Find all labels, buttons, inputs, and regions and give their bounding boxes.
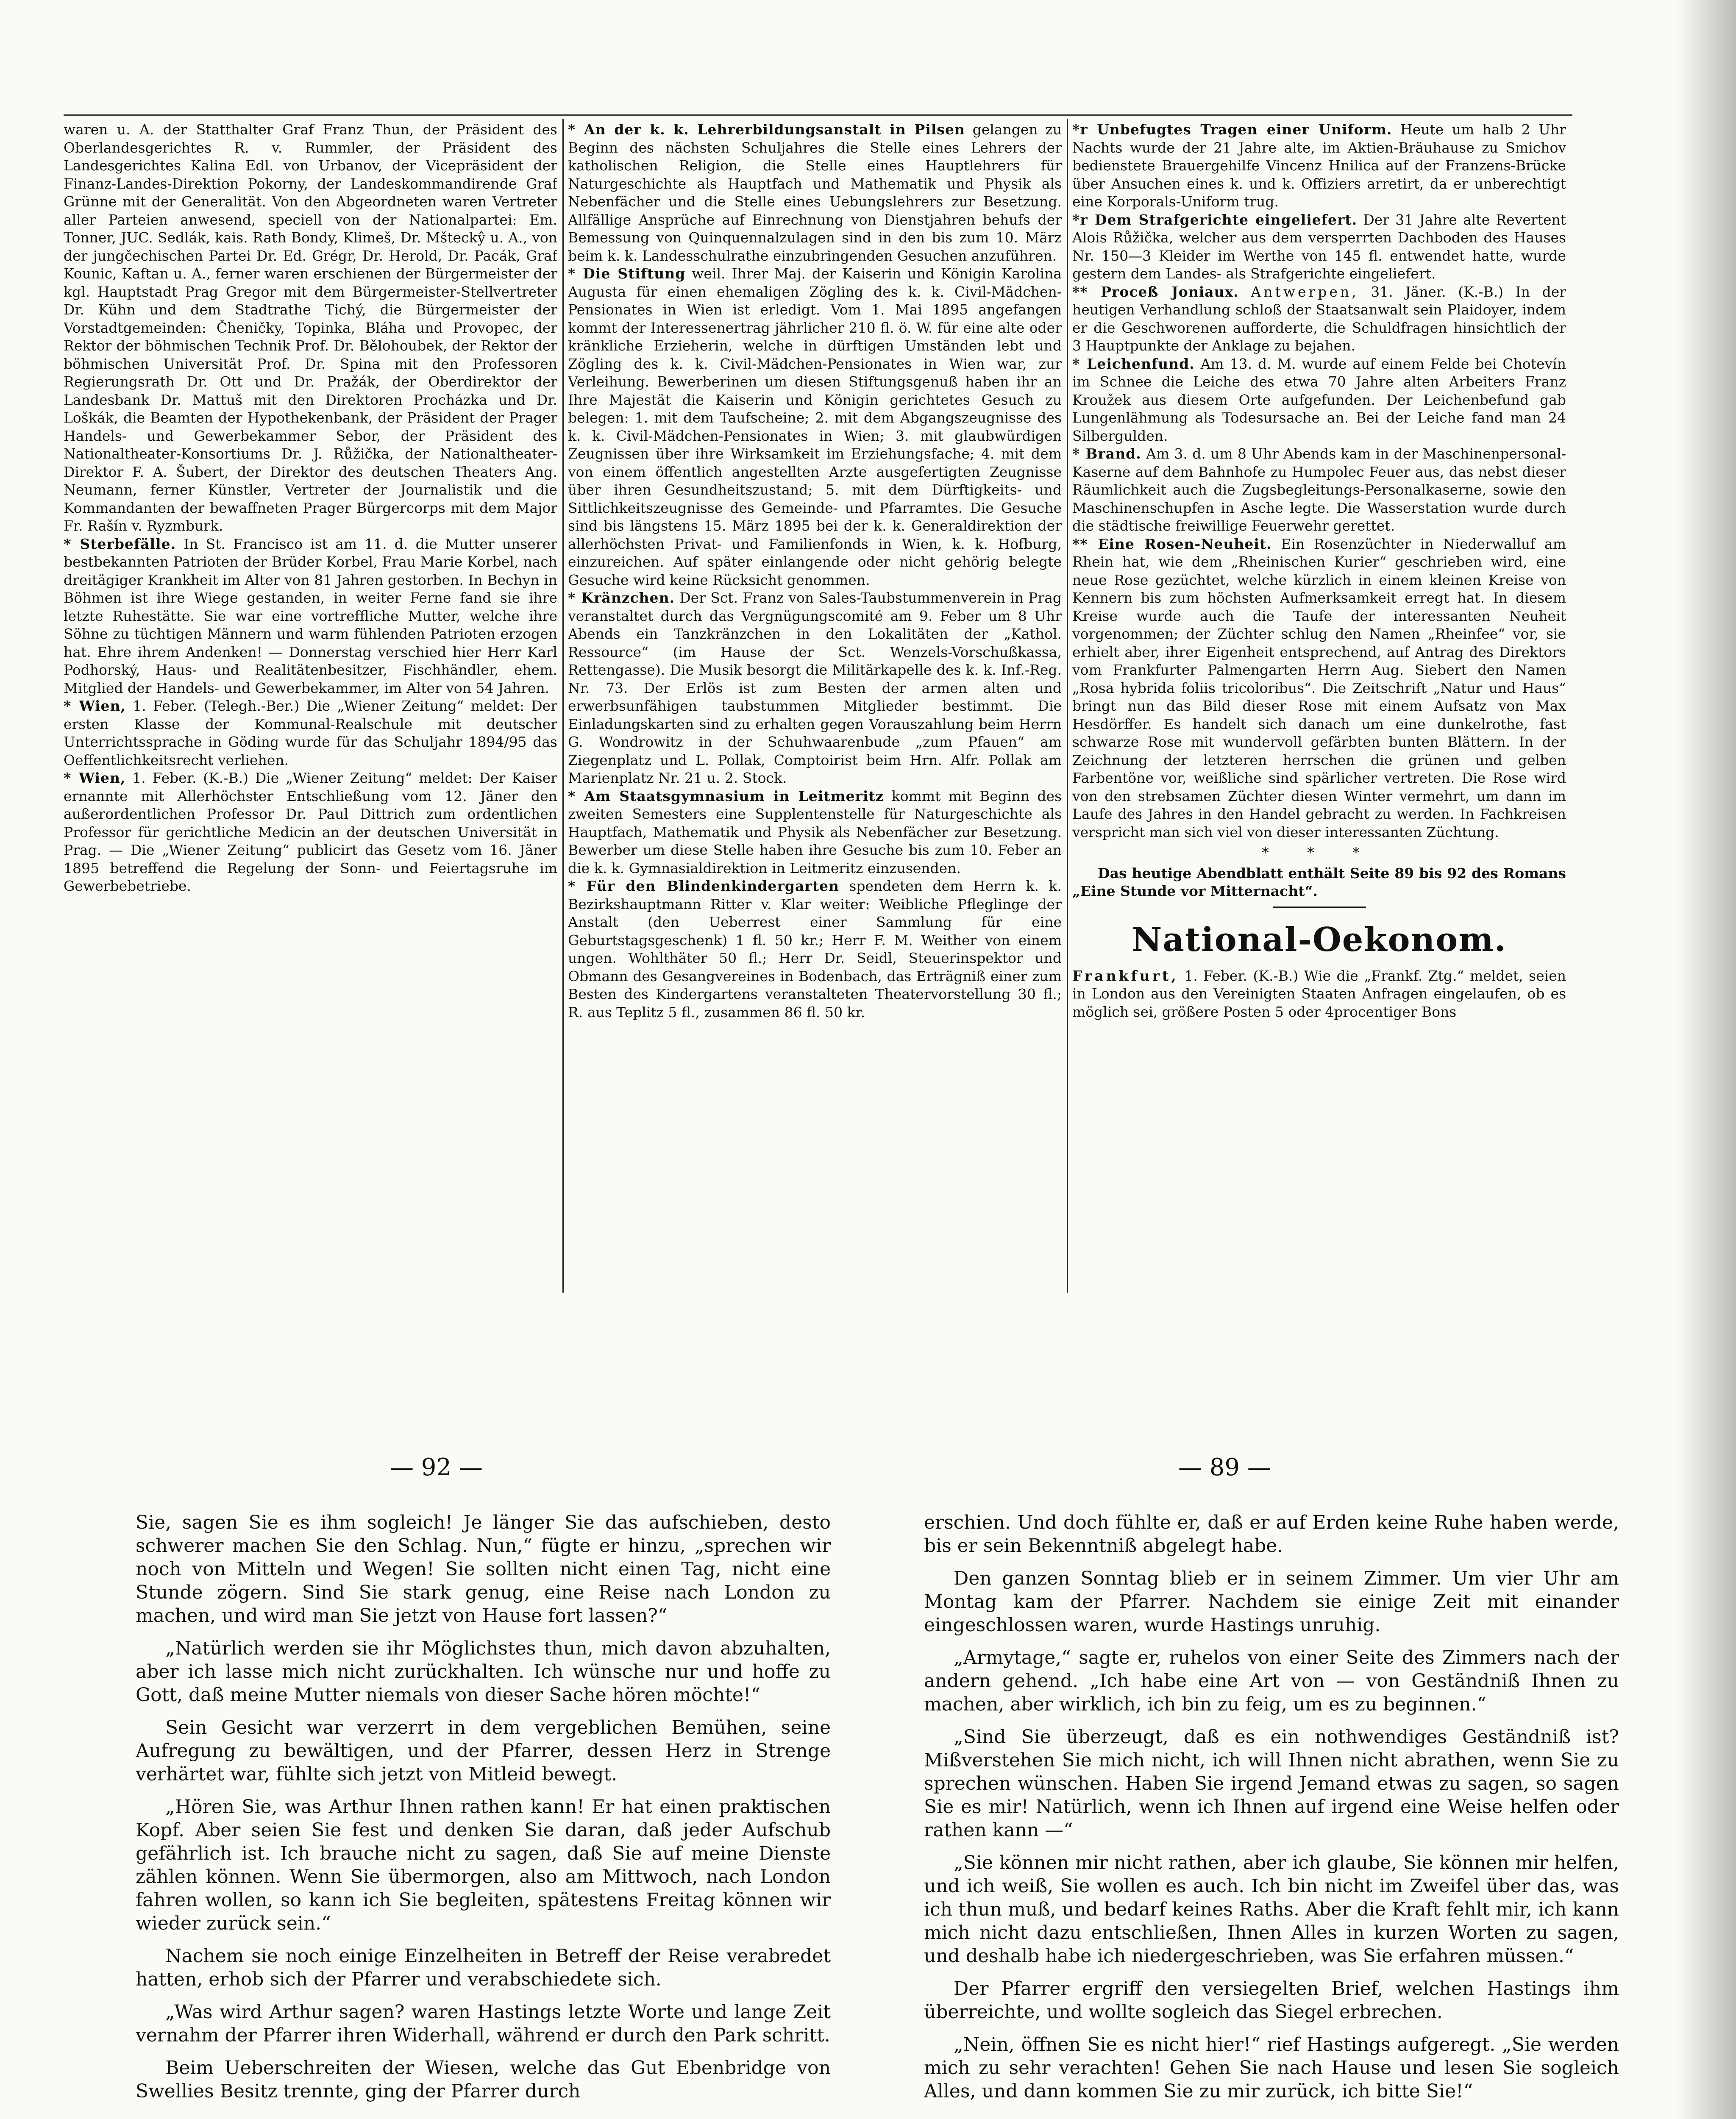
heading-kraenzchen: * Kränzchen. (568, 590, 675, 606)
text-gymnasium: kommt mit Beginn des zweiten Semesters eine Supplentenstelle für Naturgeschichte als Hauptfach, Mathematik und Physik als Nebenfächer zur Besetzung. Bewerber um diese Stelle haben ihre Gesuche bis zum 10. Feber an die k. k. Gymnasialdirektion in Leitmeritz einzusenden. (568, 787, 1062, 876)
article-leichenfund (1072, 355, 1566, 445)
section-divider (1273, 907, 1366, 908)
heading-process: ** Proceß Joniaux. (1072, 283, 1239, 300)
article-stiftung (568, 265, 1062, 589)
text-wien-1: 1. Feber. (Telegh.-Ber.) Die „Wiener Zeitung“ meldet: Der ersten Klasse der Kommunal-Realschule mit deutscher Unterrichtssprache in Göding wurde für das Schuljahr 1894/95 das Oeffentlichkeitsrecht verliehen. (64, 698, 557, 768)
article-sterbefaelle (64, 535, 557, 698)
text-lehrerbildung: gelangen zu Beginn des nächsten Schuljahres die Stelle eines Lehrers der katholischen Religion, die Stelle eines Hauptlehrers für Naturgeschichte als Hauptfach und Mathematik und Physik als Nebenfächer und die Stelle eines Uebungslehrers zur Besetzung. Allfällige Ansprüche auf Einrechnung von Dienstjahren behufs der Bemessung von Quinquennalzulagen sind in den bis zum 10. März beim k. k. Landesschulrathe einzubringenden Gesuchen anzuführen. (568, 121, 1062, 264)
article-blindenkindergarten (568, 877, 1062, 1021)
heading-frankfurt: Frankfurt, (1072, 967, 1179, 984)
abendblatt-notice: Das heutige Abendblatt enthält Seite 89 bis 92 des Romans „Eine Stunde vor Mitternacht“. (1072, 865, 1566, 899)
heading-rosen-neuheit: ** Eine Rosen-Neuheit. (1072, 535, 1272, 552)
novel-page-right (924, 1511, 1619, 2119)
article-wien-1 (64, 697, 557, 769)
novel-left-paragraph: Sein Gesicht war verzerrt in dem vergeblichen Bemühen, seine Aufregung zu bewältigen, und der Pfarrer, dessen Herz in Strenge verhärtet war, fühlte sich jetzt von Mitleid bewegt. (136, 1717, 831, 1785)
article-uniform (1072, 121, 1566, 211)
dateline-antwerpen: Antwerpen, (1251, 283, 1359, 300)
text-blindenkindergarten: spendeten dem Herrn k. k. Bezirkshauptmann Ritter v. Klar weiter: Weibliche Pfleglinge der Anstalt (den Ueberrest einer Sammlung für eine Geburtstagsgeschenk) 1 fl. 50 kr.; Herr F. M. Weither von einem ungen. Wohlthäter 50 fl.; Herr Dr. Seidl, Steuerinspektor und Obmann des Gesangvereines in Bodenbach, das Erträgniß einer zum Besten des Kindergartens veranstalteten Theatervorstellung 30 fl.; R. aus Teplitz 5 fl., zusammen 86 fl. 50 kr. (568, 878, 1062, 1021)
text-process: 31. Jäner. (K.-B.) In der heutigen Verhandlung schloß der Staatsanwalt sein Plaidoyer, indem er die Geschworenen aufforderte, die Schuldfragen hinsichtlich der 3 Hauptpunkte der Anklage zu bejahen. (1072, 283, 1566, 354)
novel-left-paragraph: „Was wird Arthur sagen? waren Hastings letzte Worte und lange Zeit vernahm der Pfarrer ihren Widerhall, während er durch den Park schritt. (136, 2001, 831, 2046)
heading-lehrerbildung: * An der k. k. Lehrerbildungsanstalt in Pilsen (568, 121, 965, 138)
page-number-right: — 89 — (1178, 1454, 1271, 1481)
text-rosen-neuheit: Ein Rosenzüchter in Niederwalluf am Rhein hat, wie dem „Rheinischen Kurier“ geschrieben wird, eine neue Rose gezüchtet, welche kürzlich in einem kleinen Kreise von Kennern bis zum höchsten Aufmerksamkeit erregt hat. In diesem Kreise wurde auch die Taufe der interessanten Neuheit vorgenommen; der Züchter schlug den Namen „Rheinfee“ vor, sie erhielt aber, ihrer Eigenheit entsprechend, auf Antrag des Direktors vom Frankfurter Palmengarten Herrn Aug. Siebert den Namen „Rosa hybrida foliis tricoloribus“. Die Zeitschrift „Natur und Haus“ bringt nun das Bild dieser Rose mit einem Aufsatz von Max Hesdörffer. Es handelt sich danach um eine dunkelrothe, fast schwarze Rose mit wundervoll gefärbten bunten Blättern. In der Zeichnung der letzteren herrschen die grünen und gelben Farbentöne vor, weißliche sind spärlicher vertreten. Die Rose wird von den strebsamen Züchter diesen Winter vermehrt, um dann im Laufe des Jahres in den Handel gebracht zu werden. In Fachkreisen verspricht man sich viel von dieser interessanten Züchtung. (1072, 535, 1566, 840)
article-strafgericht (1072, 211, 1566, 283)
text-strafgericht: Der 31 Jahre alte Revertent Alois Růžička, welcher aus dem versperrten Dachboden des Hauses Nr. 150—3 Kleider im Werthe von 145 fl. entwendet hatte, wurde gestern dem Landes- als Strafgerichte eingeliefert. (1072, 211, 1566, 282)
heading-brand: * Brand. (1072, 445, 1141, 462)
heading-leichenfund: * Leichenfund. (1072, 355, 1195, 372)
heading-strafgericht: *r Dem Strafgerichte eingeliefert. (1072, 211, 1358, 228)
article-wien-2 (64, 769, 557, 895)
novel-left-paragraph: Nachem sie noch einige Einzelheiten in Betreff der Reise verabredet hatten, erhob sich der Pfarrer und verabschiedete sich. (136, 1945, 831, 1990)
article-kraenzchen (568, 589, 1062, 787)
heading-wien-1: * Wien, (64, 698, 126, 714)
novel-left-paragraph: „Natürlich werden sie ihr Möglichstes thun, mich davon abzuhalten, aber ich lasse mich nicht zurückhalten. Ich wünsche nur und hoffe zu Gott, daß meine Mutter niemals von dieser Sache hören möchte!“ (136, 1638, 831, 1706)
novel-left-paragraph: Beim Ueberschreiten der Wiesen, welche das Gut Ebenbridge von Swellies Besitz trennte, ging der Pfarrer durch (136, 2057, 831, 2102)
text-uniform: Heute um halb 2 Uhr Nachts wurde der 21 Jahre alte, im Aktien-Bräuhause zu Smichov bedienstete Brauergehilfe Vincenz Hnilica auf der Franzens-Brücke über Ansuchen eines k. und k. Offiziers arretirt, da er unberechtigt eine Korporals-Uniform trug. (1072, 121, 1566, 210)
text-leichenfund: Am 13. d. M. wurde auf einem Felde bei Chotevín im Schnee die Leiche des etwa 70 Jahre alten Arbeiters Franz Kroužek aus diesem Orte aufgefunden. Der Leichenbefund gab Lungenlähmung als Todesursache an. Bei der Leiche fand man 24 Silbergulden. (1072, 355, 1566, 444)
column-rule-1 (562, 119, 564, 1293)
news-column-3 (1072, 121, 1566, 1299)
text-wien-2: 1. Feber. (K.-B.) Die „Wiener Zeitung“ meldet: Der Kaiser ernannte mit Allerhöchster Entschließung vom 12. Jäner den außerordentlichen Professor Dr. Paul Dittrich zum ordentlichen Professor für gerichtliche Medicin an der deutschen Universität in Prag. — Die „Wiener Zeitung“ publicirt das Gesetz vom 16. Jäner 1895 betreffend die Regelung der Sonn- und Feiertagsruhe im Gewerbebetriebe. (64, 770, 557, 894)
novel-page-left (136, 1511, 831, 2119)
article-lehrerbildung (568, 121, 1062, 265)
novel-right-paragraph: „Sie können mir nicht rathen, aber ich glaube, Sie können mir helfen, und ich weiß, Sie wollen es auch. Ich bin nicht im Zweifel über das, was ich thun muß, und bedarf keines Raths. Aber die Kraft fehlt mir, ich kann mich nicht dazu entschließen, Ihnen Alles in kurzen Worten zu sagen, und deshalb habe ich niedergeschrieben, was Sie erfahren müssen.“ (924, 1852, 1619, 1967)
text-kraenzchen: Der Sct. Franz von Sales-Taubstummenverein in Prag veranstaltet durch das Vergnügungscomité am 9. Feber um 8 Uhr Abends ein Tanzkränzchen in den Lokalitäten der „Kathol. Ressource“ (im Hause der Sct. Wenzels-Vorschußkassa, Rettengasse). Die Musik besorgt die Militärkapelle des k. k. Inf.-Reg. Nr. 73. Der Erlös ist zum Besten der armen alten und erwerbsunfähigen taubstummen Mitglieder bestimmt. Die Einladungskarten sind zu erhalten gegen Vorauszahlung beim Herrn G. Wondrowitz in der Schuhwaarenbude „zum Pfauen“ am Ziegenplatz und L. Pollak, Comptoirist beim Hrn. Alfr. Pollak am Marienplatz Nr. 21 u. 2. Stock. (568, 590, 1062, 786)
article-process (1072, 283, 1566, 355)
novel-right-paragraph: „Armytage,“ sagte er, ruhelos von einer Seite des Zimmers nach der andern gehend. „Ich habe eine Art von — von Geständniß Ihnen zu machen, aber wirklich, ich bin zu feig, um es zu beginnen.“ (924, 1647, 1619, 1715)
article-frankfurt (1072, 967, 1566, 1021)
article-rosen-neuheit (1072, 535, 1566, 842)
text-brand: Am 3. d. um 8 Uhr Abends kam in der Maschinenpersonal-Kaserne auf dem Bahnhofe zu Humpolec Feuer aus, das nebst dieser Räumlichkeit auch die Zugsbegleitungs-Personalkaserne, sowie den Maschinenschupfen in Asche legte. Die Wasserstation wurde durch die städtische freiwillige Feuerwehr gerettet. (1072, 445, 1566, 534)
novel-left-paragraph: Sie, sagen Sie es ihm sogleich! Je länger Sie das aufschieben, desto schwerer machen Sie den Schlag. Nun,“ fügte er hinzu, „sprechen wir noch von Mitteln und Wegen! Sie sollten nicht einen Tag, nicht eine Stunde zögern. Sind Sie stark genug, eine Reise nach London zu machen, und wird man Sie jetzt von Hause fort lassen?“ (136, 1512, 831, 1627)
heading-wien-2: * Wien, (64, 770, 126, 786)
header-rule (64, 114, 1572, 116)
novel-right-paragraph: „Nein, öffnen Sie es nicht hier!“ rief Hastings aufgeregt. „Sie werden mich zu sehr verachten! Gehen Sie nach Hause und lesen Sie sogleich Alles, und dann kommen Sie zu mir zurück, ich bitte Sie!“ (924, 2034, 1619, 2102)
page-number-left: — 92 — (390, 1454, 483, 1481)
novel-right-paragraph: Den ganzen Sonntag blieb er in seinem Zimmer. Um vier Uhr am Montag kam der Pfarrer. Nachdem sie einige Zeit mit einander eingeschlossen waren, wurde Hastings unruhig. (924, 1568, 1619, 1636)
novel-right-paragraph: „Sind Sie überzeugt, daß es ein nothwendiges Geständniß ist? Mißverstehen Sie mich nicht, ich will Ihnen nicht abrathen, wenn Sie zu sprechen wünschen. Haben Sie irgend Jemand etwas zu sagen, so sagen Sie es mir! Natürlich, wenn ich Ihnen auf irgend eine Weise helfen oder rathen kann —“ (924, 1726, 1619, 1841)
heading-sterbefaelle: * Sterbefälle. (64, 535, 176, 552)
page-edge-shadow (1677, 0, 1736, 2119)
novel-right-paragraph: erschien. Und doch fühlte er, daß er auf Erden keine Ruhe haben werde, bis er sein Bekenntniß abgelegt habe. (924, 1512, 1619, 1557)
novel-right-paragraph: Der Pfarrer ergriff den versiegelten Brief, welchen Hastings ihm überreichte, und wollte sogleich das Siegel erbrechen. (924, 1978, 1619, 2023)
text-sterbefaelle: In St. Francisco ist am 11. d. die Mutter unserer bestbekannten Patrioten der Brüder Korbel, Frau Marie Korbel, nach dreitägiger Krankheit im Alter von 81 Jahren gestorben. In Bechyn in Böhmen ist ihre Wiege gestanden, in weiter Ferne fand sie ihre letzte Ruhestätte. Sie war eine vortreffliche Mutter, welche ihre Söhne zu tüchtigen Männern und warm fühlenden Patrioten erzogen hat. Ehre ihrem Andenken! — Donnerstag verschied hier Herr Karl Podhorský, Haus- und Realitätenbesitzer, Fischhändler, ehem. Mitglied der Handels- und Gewerbekammer, im Alter von 54 Jahren. (64, 535, 557, 696)
news-column-2 (568, 121, 1062, 1299)
text-stiftung: weil. Ihrer Maj. der Kaiserin und Königin Karolina Augusta für einen ehemaligen Zögling des k. k. Civil-Mädchen-Pensionates in Wien ist erledigt. Vom 1. Mai 1895 angefangen kommt der Interessenertrag jährlicher 210 fl. ö. W. für eine alte oder kränkliche Erzieherin, welche in dürftigen Umständen lebt und Zögling des k. k. Civil-Mädchen-Pensionates in Wien war, zur Verleihung. Bewerberinen um diesen Stiftungsgenuß haben ihr an Ihre Majestät die Kaiserin und Königin gerichtetes Gesuch zu belegen: 1. mit dem Taufscheine; 2. mit dem Abgangszeugnisse des k. k. Civil-Mädchen-Pensionates in Wien; 3. mit glaubwürdigen Zeugnissen über ihre Wirksamkeit im Erziehungsfache; 4. mit dem von einem öffentlich angestellten Arzte ausgefertigten Zeugnisse über ihren Gesundheitszustand; 5. mit dem Dürftigkeits- und Sittlichkeitszeugnisse des Gemeinde- und Pfarramtes. Die Gesuche sind bis längstens 15. März 1895 bei der k. k. Generaldirektion der allerhöchsten Privat- und Familienfonds in Wien, k. k. Hofburg, einzureichen. Auf später einlangende oder nicht gehörig belegte Gesuche wird keine Rücksicht genommen. (568, 265, 1062, 588)
column-rule-2 (1067, 119, 1068, 1293)
heading-blindenkindergarten: * Für den Blindenkindergarten (568, 878, 839, 894)
heading-stiftung: * Die Stiftung (568, 265, 686, 282)
stars-divider: * * * (1262, 844, 1377, 861)
novel-left-paragraph: „Hören Sie, was Arthur Ihnen rathen kann! Er hat einen praktischen Kopf. Aber seien Sie fest und denken Sie daran, daß jeder Aufschub gefährlich ist. Ich brauche nicht zu sagen, daß Sie auf meine Dienste zählen können. Wenn Sie übermorgen, also am Mittwoch, nach London fahren wollen, so kann ich Sie begleiten, spätestens Freitag können wir wieder zurück sein.“ (136, 1796, 831, 1934)
article-gymnasium (568, 787, 1062, 878)
section-title-national-oekonom: National-Oekonom. (1132, 920, 1507, 959)
news-column-1 (64, 121, 557, 1286)
text-frankfurt: 1. Feber. (K.-B.) Wie die „Frankf. Ztg.“ meldet, seien in London aus den Vereinigten Staaten Anfragen eingelaufen, ob es möglich sei, größere Posten 5 oder 4procentiger Bons (1072, 967, 1566, 1020)
heading-gymnasium: * Am Staatsgymnasium in Leitmeritz (568, 787, 884, 804)
article-dignitaries: waren u. A. der Statthalter Graf Franz Thun, der Präsident des Oberlandesgerichtes R. v. Rummler, der Präsident des Landesgerichtes Kalina Edl. von Urbanov, der Vicepräsident der Finanz-Landes-Direktion Pokorny, der Landeskommandirende Graf Grünne mit der Generalität. Von den Abgeordneten waren Vertreter aller Parteien anwesend, speciell von der Nationalpartei: Em. Tonner, JUC. Sedlák, kais. Rath Bondy, Klimeš, Dr. Mšteckŷ u. A., von der jungčechischen Partei Dr. Ed. Grégr, Dr. Herold, Dr. Pacák, Graf Kounic, Kaftan u. A., ferner waren erschienen der Bürgermeister der kgl. Hauptstadt Prag Gregor mit dem Bürgermeister-Stellvertreter Dr. Kühn und dem Stadtrathe Tichý, die Bürgermeister der Vorstadtgemeinden: Čheničky, Topinka, Bláha und Provopec, der Rektor der böhmischen Technik Prof. Dr. Bělohoubek, der Rektor der böhmischen Universität Prof. Dr. Spina mit den Professoren Regierungsrath Dr. Ott und Dr. Pražák, der Oberdirektor der Landesbank Dr. Mattuš mit den Direktoren Procházka und Dr. Loškák, die Beamten der Hypothekenbank, der Präsident der Prager Handels- und Gewerbekammer Sebor, der Präsident des Nationaltheater-Konsortiums Dr. J. Růžička, der Nationaltheater-Direktor F. A. Šubert, der Direktor des deutschen Theaters Ang. Neumann, ferner Künstler, Vertreter der Journalistik und die Kommandanten der bewaffneten Prager Bürgercorps mit dem Major Fr. Rašín v. Ryzmburk. (64, 121, 557, 534)
heading-uniform: *r Unbefugtes Tragen einer Uniform. (1072, 121, 1392, 138)
article-brand (1072, 445, 1566, 535)
